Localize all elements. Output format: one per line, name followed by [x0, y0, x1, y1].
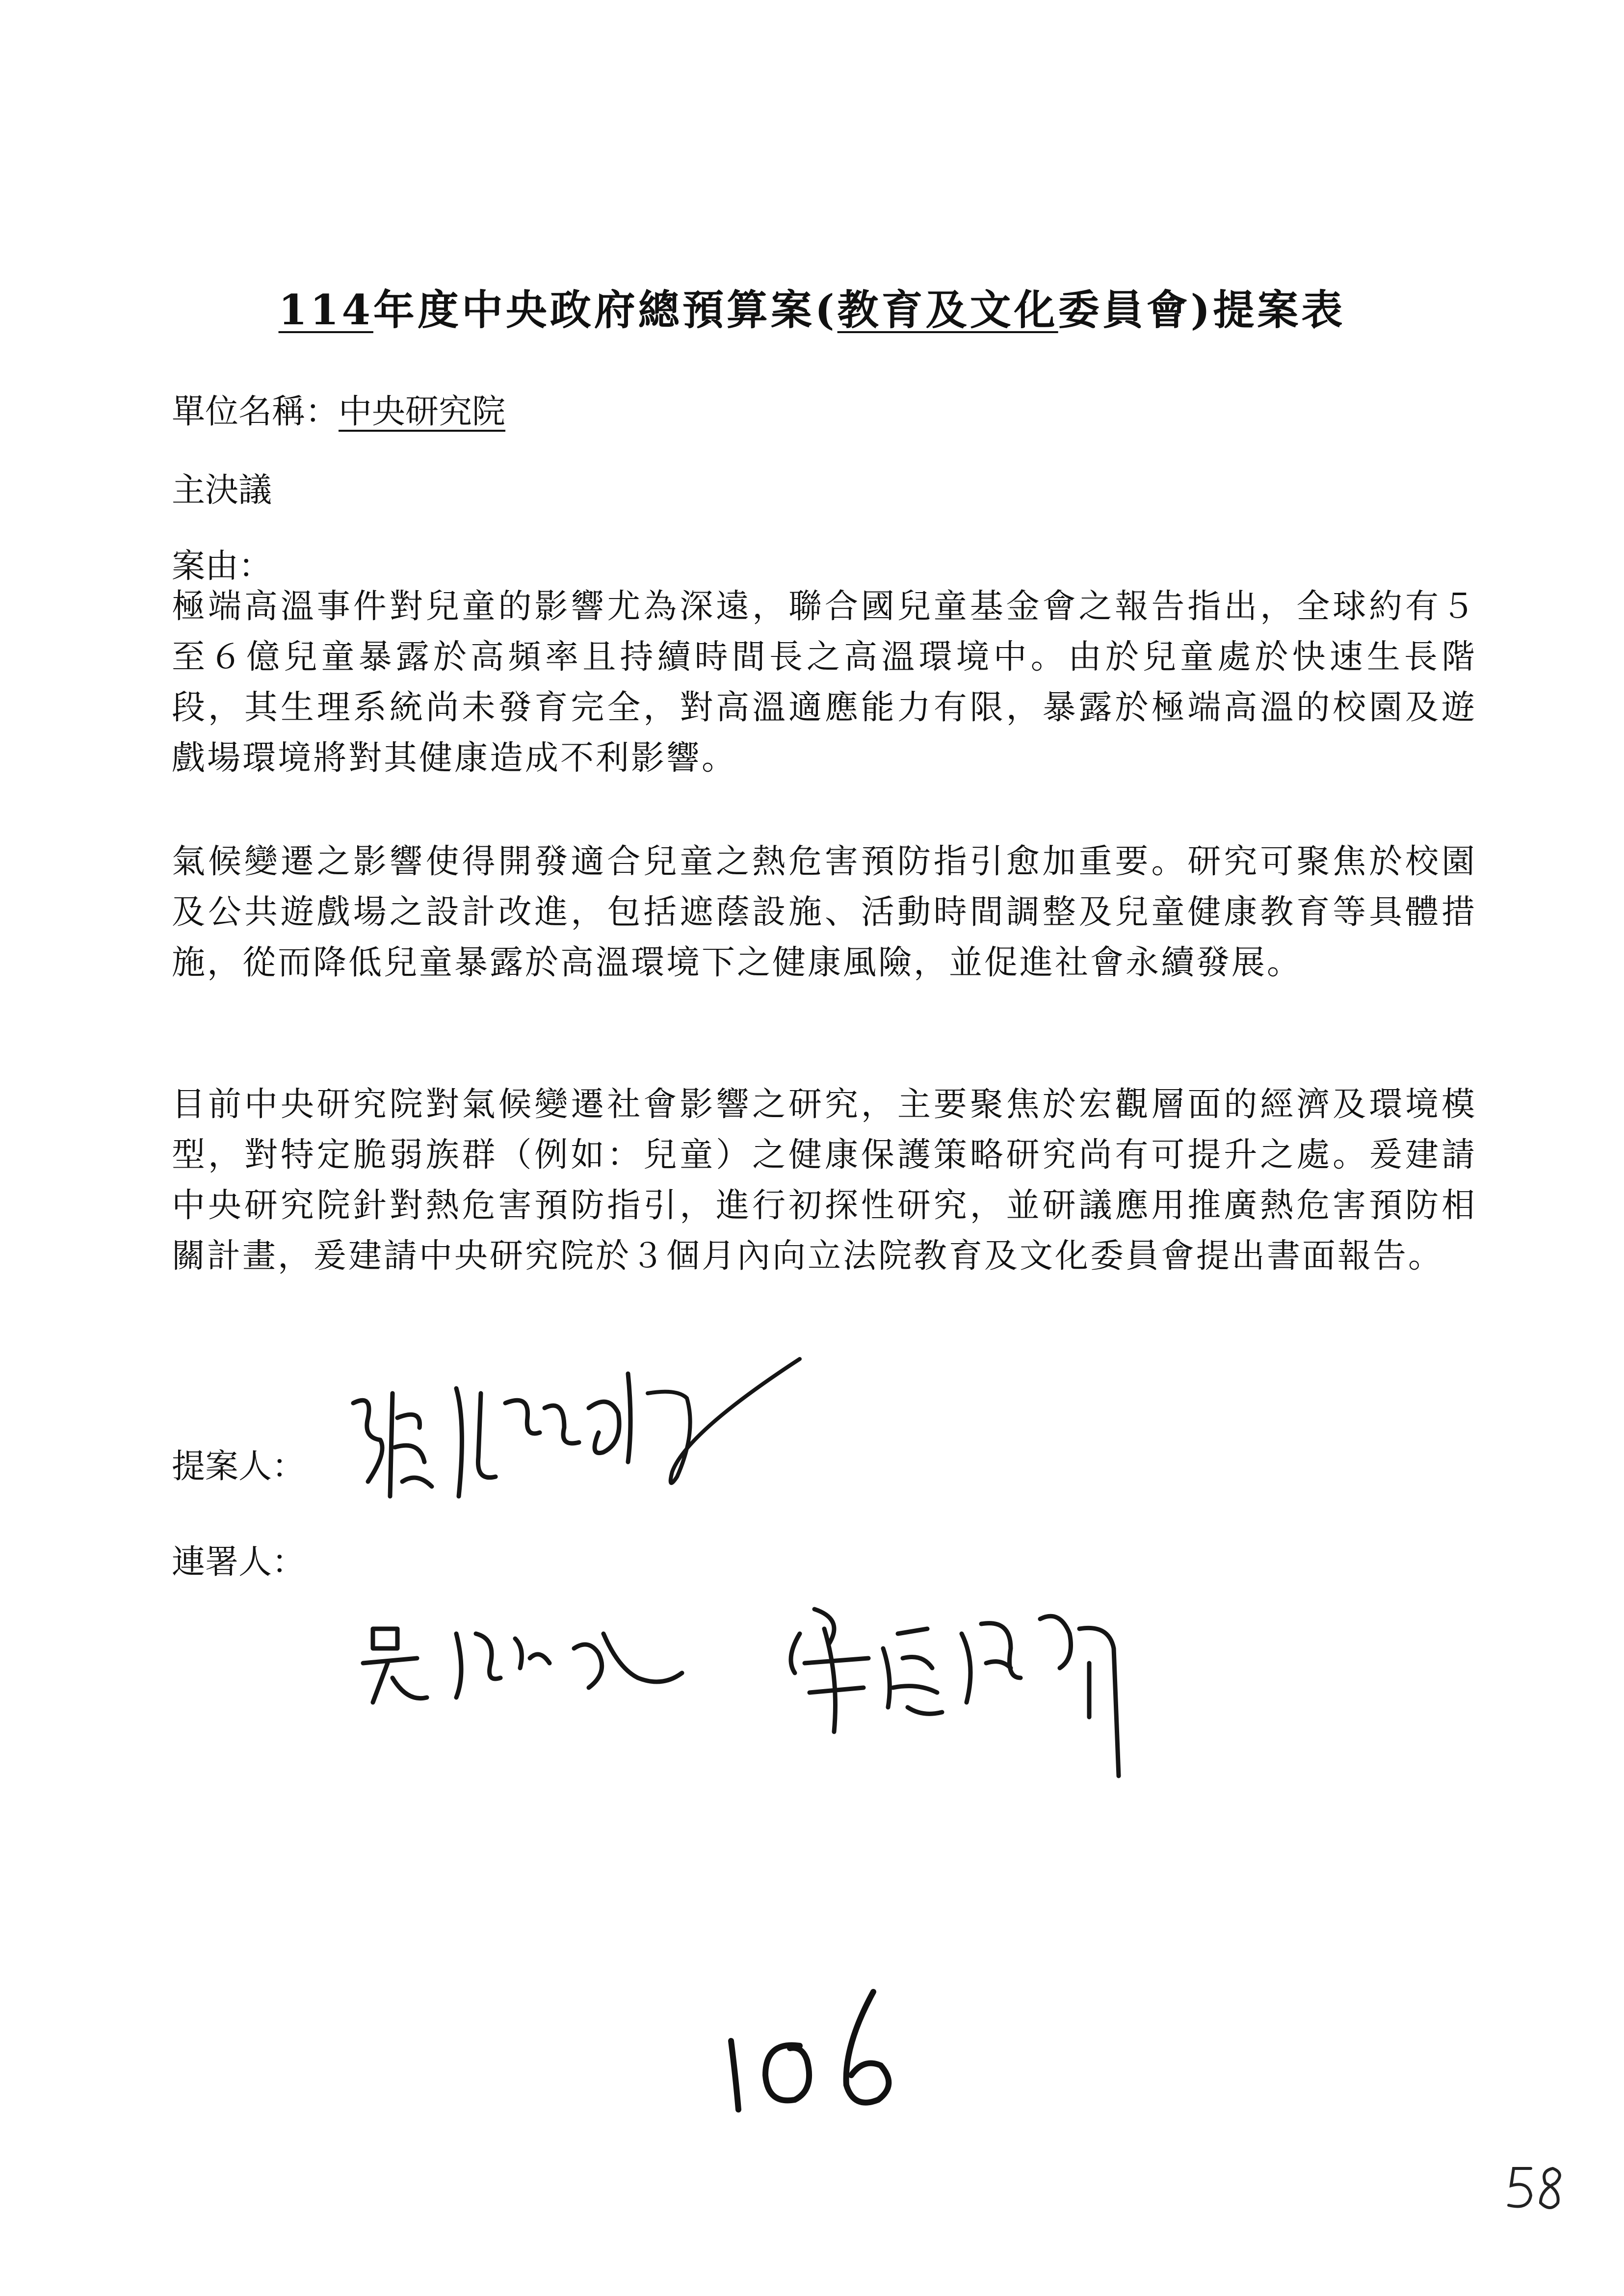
cosigner-label: 連署人：	[172, 1543, 306, 1582]
cosigner-signature-2	[765, 1590, 1158, 1796]
reason-paragraph-2: 氣候變遷之影響使得開發適合兒童之熱危害預防指引愈加重要。研究可聚焦於校園及公共遊戲場之設計改進，包括遮蔭設施、活動時間調整及兒童健康教育等具體措施，從而降低兒童暴露於高溫環境下之健康風險，並促進社會永續發展。	[172, 842, 1477, 982]
cosigner-signature-1	[343, 1604, 697, 1732]
reason-label: 案由：	[172, 547, 272, 586]
page-number	[1501, 2159, 1575, 2218]
page-title	[0, 277, 1624, 337]
reason-paragraph-1: 極端高溫事件對兒童的影響尤為深遠，聯合國兒童基金會之報告指出，全球約有５至６億兒童暴露於高頻率且持續時間長之高溫環境中。由於兒童處於快速生長階段，其生理系統尚未發育完全，對高溫適應能力有限，暴露於極端高溫的校園及遊戲場環境將對其健康造成不利影響。	[172, 587, 1477, 778]
title-suffix: 委員會)提案表	[1058, 286, 1346, 334]
title-committee: 教育及文化	[837, 286, 1058, 334]
reason-paragraph-3: 目前中央研究院對氣候變遷社會影響之研究，主要聚焦於宏觀層面的經濟及環境模型，對特定脆弱族群（例如：兒童）之健康保護策略研究尚有可提升之處。爰建請中央研究院針對熱危害預防指引，進行初探性研究，並研議應用推廣熱危害預防相關計畫，爰建請中央研究院於３個月內向立法院教育及文化委員會提出書面報告。	[172, 1085, 1477, 1276]
proposer-label: 提案人：	[172, 1447, 306, 1486]
unit-value: 中央研究院	[339, 392, 506, 431]
handwritten-number	[711, 1962, 927, 2124]
resolution-type: 主決議	[172, 471, 272, 510]
unit-line	[172, 385, 505, 433]
title-year: 114	[278, 286, 373, 334]
unit-label: 單位名稱：	[172, 392, 339, 431]
proposer-signature	[334, 1334, 814, 1521]
title-prefix: 年度中央政府總預算案(	[373, 286, 838, 334]
